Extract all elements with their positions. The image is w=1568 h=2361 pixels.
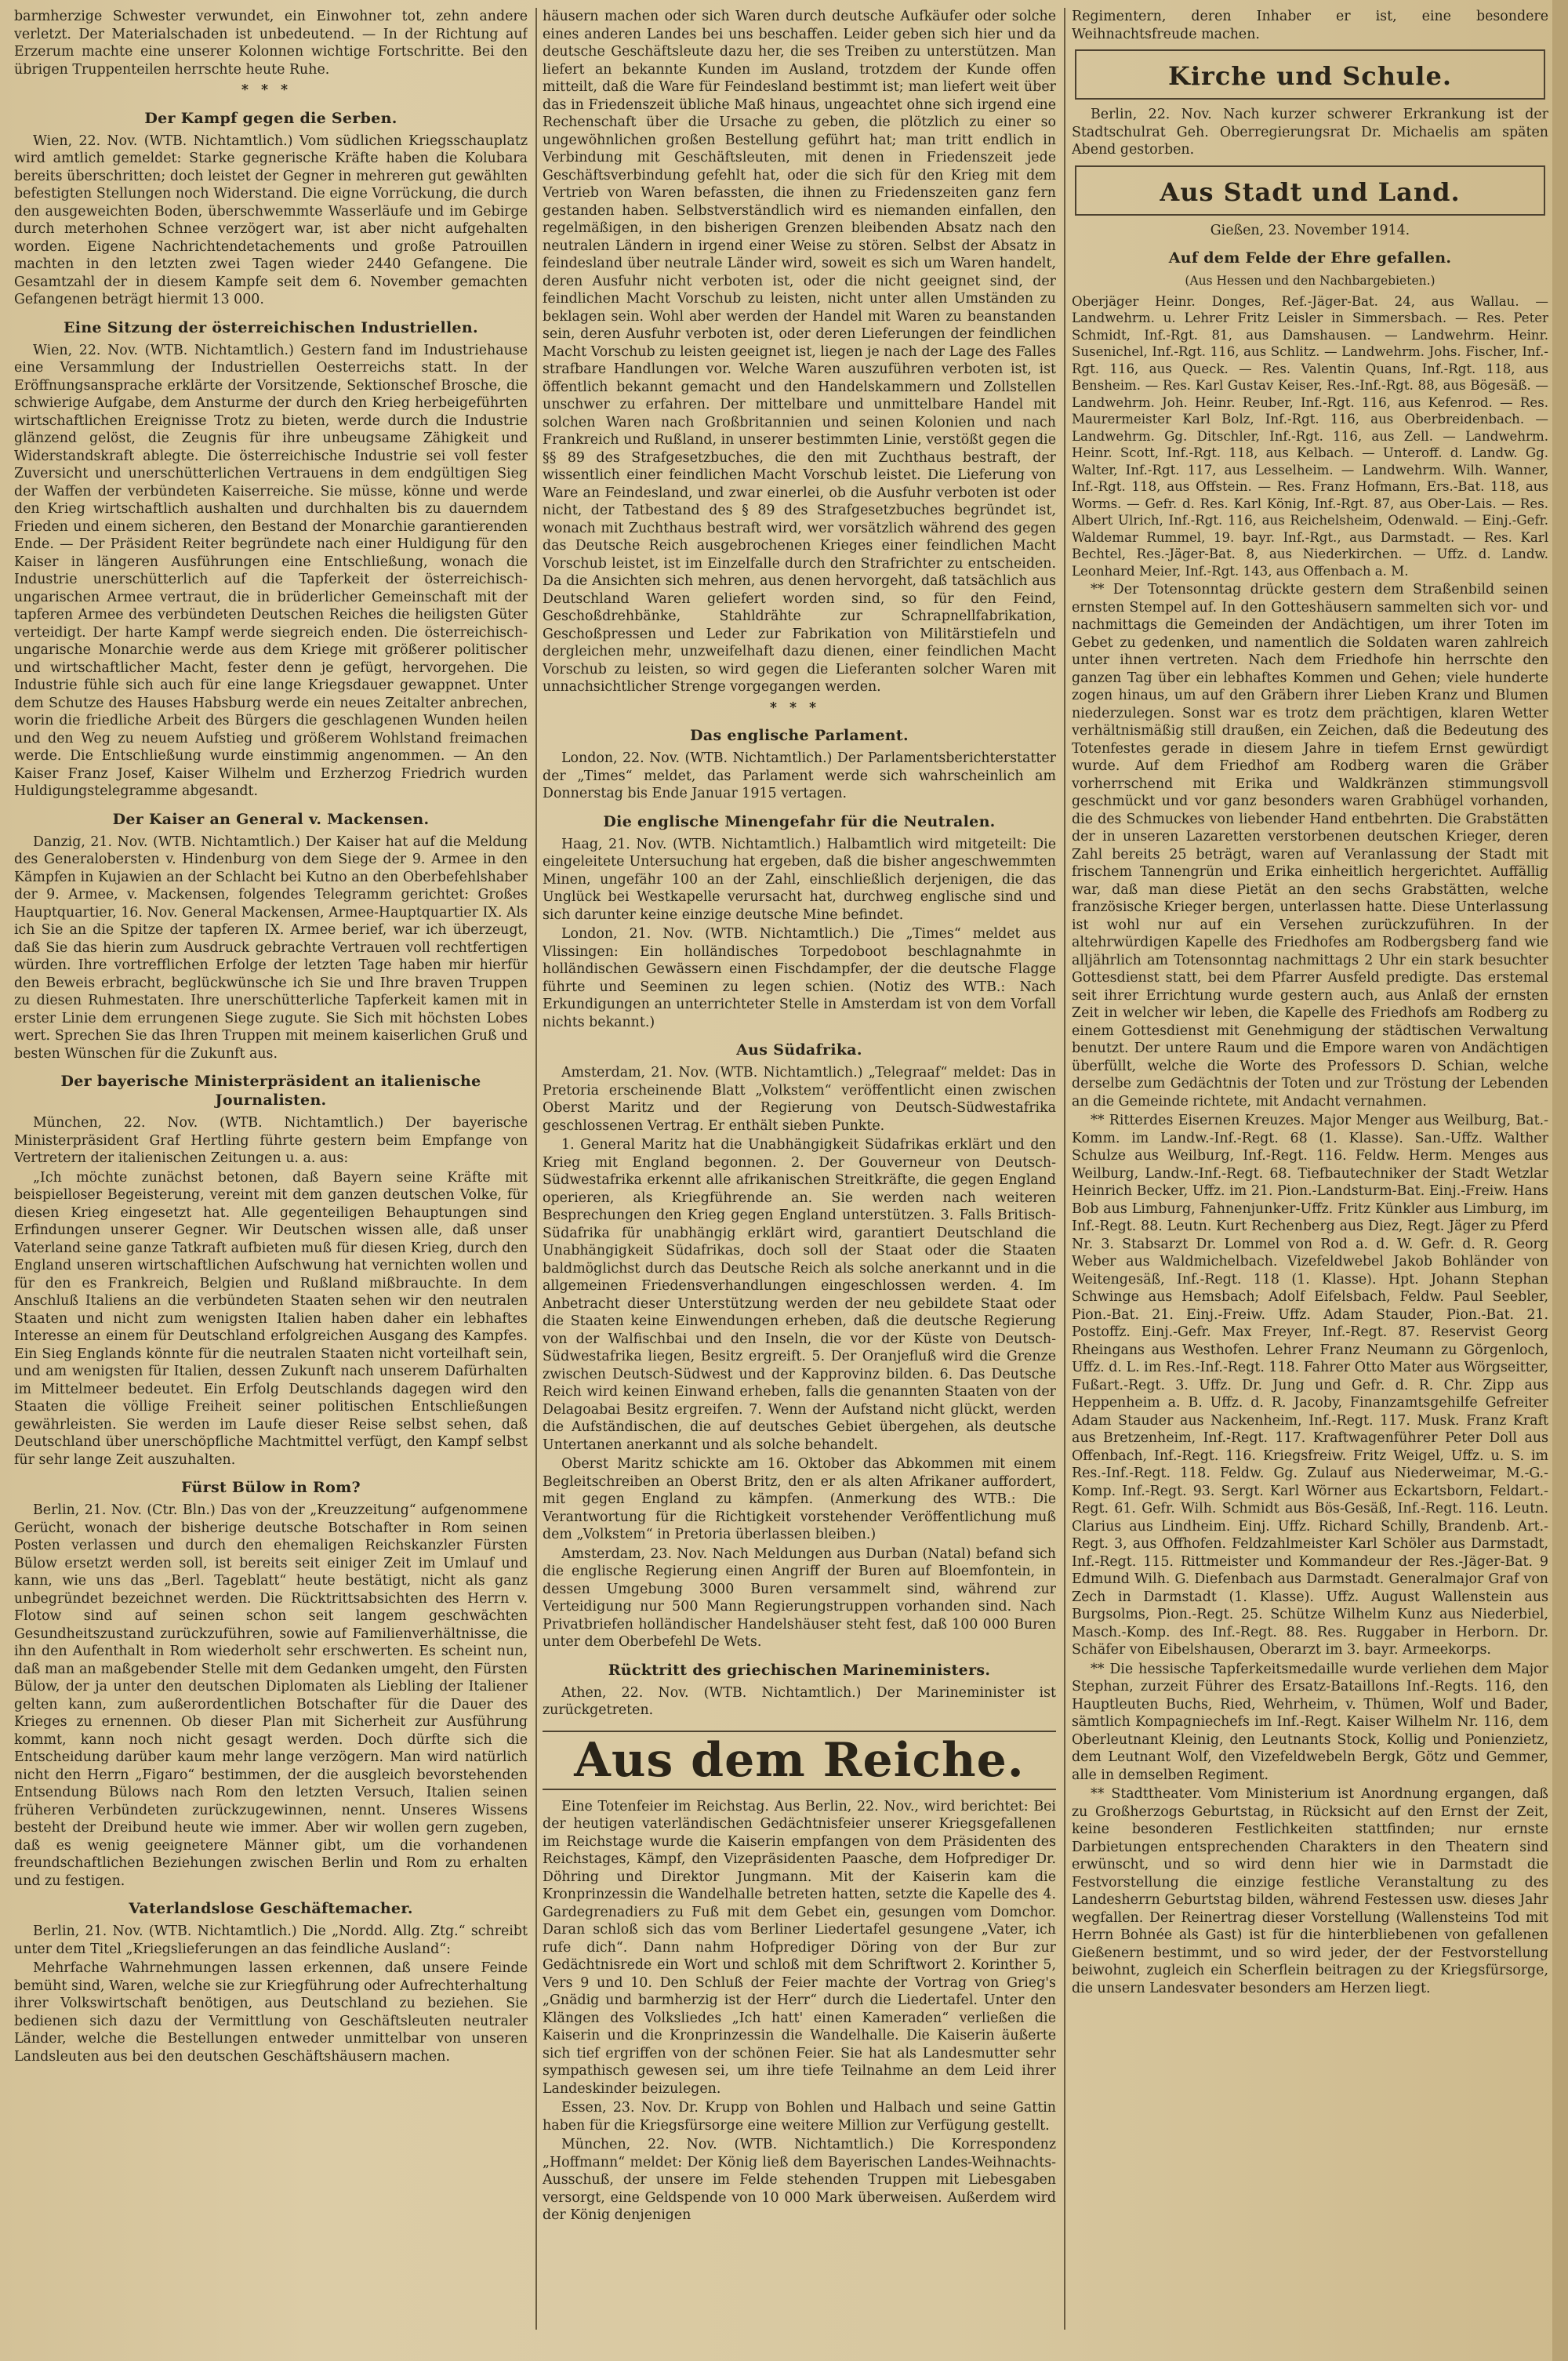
article-paragraph: Wien, 22. Nov. (WTB. Nichtamtlich.) Gestern fand im Industriehause eine Versammlung der Industriellen Oesterreichs statt. In der Eröffnungsansprache erklärte der Vorsitzende, Sektionschef Brosche, die schwierige Aufgabe, dem Ansturme der durch den Krieg herbeigeführten wirtschaftlichen Ereignisse Trotz zu bieten, werde durch die Industrie glänzend gelöst, die Zeugnis für ihre unbeugsame Zähigkeit und Widerstandskraft ablegte. Die österreichische Industrie sei voll fester Zuversicht und unerschütterlichen Vertrauens in dem endgültigen Sieg der Waffen der verbündeten Kaiserreiche. Sie müsse, könne und werde den Krieg wirtschaftlich aushalten und durchhalten bis zu dauerndem Frieden und einem sicheren, den Bestand der Monarchie garantierenden Ende. — Der Präsident Reiter begründete nach einer Huldigung für den Kaiser in längeren Ausführungen eine Entschließung, wonach die Industrie unerschütterlich auf die Tapferkeit der österreichisch-ungarischen Armee vertraut, die in brüderlicher Gemeinschaft mit der tapferen Armee des verbündeten Deutschen Reiches die heiligsten Güter verteidigt. Der harte Kampf werde siegreich enden. Die österreichisch-ungarische Monarchie werde aus dem Kriege mit größerer politischer und wirtschaftlicher Macht, fester denn je gefügt, hervorgehen. Die Industrie fühle sich auch für eine lange Kriegsdauer gewappnet. Unter dem Schutze des Hauses Habsburg werde ein neues Zeitalter anbrechen, worin die friedliche Arbeit des Bürgers die geschlagenen Wunden heilen und den Weg zu neuem Aufstieg und größerem Wohlstand freimachen werde. Die Entschließung wurde einstimmig angenommen. — An den Kaiser Franz Josef, Kaiser Wilhelm und Erzherzog Friedrich wurden Huldigungstelegramme abgesandt. (14, 342, 528, 799)
article-paragraph: 1. General Maritz hat die Unabhängigkeit Südafrikas erklärt und den Krieg mit England begonnen. 2. Der Gouverneur von Deutsch-Südwestafrika erkennt alle afrikanischen Streitkräfte, die gegen England operieren, als Kriegführende an. Sie werden nach weiteren Besprechungen den Krieg gegen England unterstützen. 3. Falls Britisch-Südafrika für unabhängig erklärt wird, garantiert Deutschland die Unabhängigkeit Südafrikas, doch soll der Staat oder die Staaten baldmöglichst durch das Deutsche Reich als solche anerkannt und in die allgemeinen Friedensverhandlungen eingeschlossen werden. 4. Im Anbetracht dieser Unterstützung werden der neu gebildete Staat oder die Staaten keine Einwendungen erheben, daß die deutsche Regierung von der Walfischbai und den Inseln, die vor der Küste von Deutsch-Südwestafrika liegen, Besitz ergreift. 5. Der Oranjefluß wird die Grenze zwischen Deutsch-Südwest und der Kapprovinz bilden. 6. Das Deutsche Reich wird keinen Einwand erheben, falls die genannten Staaten von der Delagoabai Besitz ergreifen. 7. Wenn der Aufstand nicht glückt, werden die Aufständischen, die auf deutsches Gebiet übergehen, als deutsche Untertanen anerkannt und als solche behandelt. (543, 1137, 1056, 1453)
headline-ehre: Auf dem Felde der Ehre gefallen. (1168, 249, 1452, 267)
article-paragraph: Berlin, 22. Nov. Nach kurzer schwerer Erkrankung ist der Stadtschulrat Geh. Oberregierungsrat Dr. Michaelis am späten Abend gestorben. (1072, 107, 1548, 158)
article-paragraph: ** Ritterdes Eisernen Kreuzes. Major Menger aus Weilburg, Bat.-Komm. im Landw.-Inf.-Regt. 68 (1. Klasse). San.-Uffz. Walther Schulze aus Weilburg, Inf.-Regt. 116. Feldw. Herm. Menges aus Weilburg, Landw.-Inf.-Regt. 68. Tiefbautechniker der Stadt Wetzlar Heinrich Becker, Uffz. im 21. Pion.-Landsturm-Bat. Einj.-Freiw. Hans Bob aus Limburg, Fahnenjunker-Uffz. Fritz Künkler aus Limburg, im Inf.-Regt. 88. Leutn. Kurt Rechenberg aus Diez, Regt. Jäger zu Pferd Nr. 3. Stabsarzt Dr. Lommel von Rod a. d. W. Gefr. d. R. Georg Weber aus Waldmichelbach. Vizefeldwebel Jakob Bohländer von Weitengesäß, Inf.-Regt. 118 (1. Klasse). Hpt. Johann Stephan Schwinge aus Hemsbach; Adolf Eifelsbach, Feldw. Paul Seebler, Pion.-Bat. 21. Einj.-Freiw. Uffz. Adam Stauder, Pion.-Bat. 21. Postoffz. Einj.-Gefr. Max Freyer, Inf.-Regt. 87. Reservist Georg Rheingans aus Westhofen. Lehrer Franz Neumann zu Görgenloch, Uffz. d. L. im Res.-Inf.-Regt. 118. Fahrer Otto Mater aus Wörgseitter, Fußart.-Regt. 3. Uffz. Dr. Jung und Gefr. d. R. Chr. Zipp aus Heppenheim a. B. Uffz. d. R. Jacoby, Finanzamtsgehilfe Gefreiter Adam Stauder aus Nackenheim, Inf.-Regt. 117. Musk. Franz Kraft aus Bretzenheim, Inf.-Regt. 117. Kraftwagenführer Peter Doll aus Offenbach, Inf.-Regt. 116. Kriegsfreiw. Fritz Weigel, Uffz. u. S. im Res.-Inf.-Regt. 118. Feldw. Gg. Zulauf aus Niederweimar, M.-G.-Komp. Inf.-Regt. 93. Sergt. Karl Wörner aus Eckartsborn, Feldart.-Regt. 61. Gefr. Wilh. Schmidt aus Bös-Gesäß, Inf.-Regt. 116. Leutn. Clarius aus Lindheim. Einj. Uffz. Richard Schilly, Brandenb. Art.-Regt. 3, aus Offhofen. Feldzahlmeister Karl Schöler aus Darmstadt, Inf.-Regt. 115. Rittmeister und Kommandeur der Res.-Jäger-Bat. 9 Edmund Wilh. G. Diefenbach aus Darmstadt. Generalmajor Graf von Zech in Darmstadt (1. Klasse). Uffz. August Wallenstein aus Burgsolms, Pion.-Regt. 25. Schütze Wilhelm Kunz aus Niederbiel, Masch.-Komp. des Inf.-Regt. 88. Res. Ruggaber in Herborn. Dr. Schäfer von Eibelshausen, Oberarzt im 3. bayr. Armeekorps. (1072, 1113, 1548, 1658)
headline-serben: Der Kampf gegen die Serben. (144, 109, 397, 127)
headline-vaterlandslose: Vaterlandslose Geschäftemacher. (129, 1900, 413, 1917)
article-paragraph: ** Die hessische Tapferkeitsmedaille wurde verliehen dem Major Stephan, zurzeit Führer des Ersatz-Bataillons Inf.-Regts. 116, den Hauptleuten Buchs, Ried, Wehrheim, v. Thümen, Wolf und Bader, sämtlich Kompagniechefs im Inf.-Regt. Kaiser Wilhelm Nr. 116, dem Oberleutnant Kleinig, den Leutnants Stock, Kollig und Ponienzietz, dem Leutnant Wolf, den Vizefeldwebeln Bergk, Götz und Gemmer, alle in demselben Regiment. (1072, 1661, 1548, 1783)
casualty-list (1072, 293, 1548, 580)
column-rule (535, 8, 537, 2330)
article-paragraph: Athen, 22. Nov. (WTB. Nichtamtlich.) Der Marineminister ist zurückgetreten. (543, 1684, 1056, 1718)
article-paragraph: Wien, 22. Nov. (WTB. Nichtamtlich.) Vom südlichen Kriegsschauplatz wird amtlich gemeldet: Starke gegnerische Kräfte haben die Kolubara bereits überschritten; doch leistet der Gegner in mehreren gut gewählten befestigten Stellungen noch Widerstand. Die eigne Vorrückung, die durch den ausgeweichten Boden, überschwemmte Wasserläufe und im Gebirge durch meterhohen Schnee verzögert war, ist aber nicht aufgehalten worden. Eigene Nachrichtendetachements und große Patrouillen machten in den letzten zwei Tagen wieder 2440 Gefangene. Die Gesamtzahl der in diesem Kampfe seit dem 6. November gemachten Gefangenen beträgt hiermit 13 000. (14, 133, 528, 307)
headline-industrie: Eine Sitzung der österreichischen Industriellen. (64, 318, 478, 336)
headline-buelow: Fürst Bülow in Rom? (181, 1479, 361, 1496)
page-edge (1552, 0, 1568, 2361)
section-heading-stadt: Aus Stadt und Land. (1160, 176, 1461, 207)
column-left (14, 8, 528, 2337)
article-paragraph: Berlin, 21. Nov. (Ctr. Bln.) Das von der „Kreuzzeitung“ aufgenommene Gerücht, wonach der bisherige deutsche Botschafter in Rom seinen Posten verlassen und durch den ehemaligen Reichskanzler Fürsten Bülow ersetzt werden soll, ist bereits seit einiger Zeit im Umlauf und kann, wie uns das „Berl. Tageblatt“ heute bestätigt, nicht als ganz unbegründet bezeichnet werden. Die Rücktrittsabsichten des Herrn v. Flotow sind auf seinen schon seit langem geschwächten Gesundheitszustand zurückzuführen, sowie auf Familienverhältnisse, die ihn den Aufenthalt in Rom wiederholt sehr erschwerten. Es scheint nun, daß man an maßgebender Stelle mit dem Gedanken umgeht, den Fürsten Bülow, der ja unter den deutschen Diplomaten als Liebling der Italiener gelten kann, zum außerordentlichen Botschafter für die Dauer des Krieges zu ernennen. Ob dieser Plan mit Sicherheit zur Ausführung kommt, kann noch nicht gesagt werden. Doch dürfte sich die Entscheidung darüber kaum mehr lange verzögern. Man wird natürlich nicht den Herrn „Figaro“ bestimmen, der die ausgleich bevorstehenden Entsendung Bülows nach Rom den letzten Versuch, Italien seinen früheren Verbündeten zurückzugewinnen, nennt. Unseres Wissens besteht der Dreibund heute wie immer. Aber wir wollen gern zugeben, daß es wenig geeignetere Männer gibt, um die vorhandenen freundschaftlichen Beziehungen zwischen Berlin und Rom zu erhalten und zu festigen. (14, 1502, 528, 1889)
column-middle (543, 8, 1056, 2337)
headline-bayern: Der bayerische Ministerpräsident an italienische Journalisten. (60, 1073, 481, 1109)
article-paragraph: Essen, 23. Nov. Dr. Krupp von Bohlen und Halbach und seine Gattin haben für die Kriegsfürsorge eine weitere Million zur Verfügung gestellt. (543, 2100, 1056, 2134)
dateline: Gießen, 23. November 1914. (1210, 222, 1410, 238)
article-paragraph: „Ich möchte zunächst betonen, daß Bayern seine Kräfte mit beispielloser Begeisterung, vereint mit dem ganzen deutschen Volke, für diesen Krieg eingesetzt hat. Alle gegenteiligen Behauptungen sind Erfindungen unserer Gegner. Wir Deutschen wissen alle, daß unser Vaterland seine ganze Tatkraft aufbieten muß für diesen Krieg, durch den England unseren wirtschaftlichen Aufschwung hat vernichten wollen und für den es Frankreich, Belgien und Rußland mißbrauchte. In dem Anschluß Italiens an die verbündeten Staaten sehen wir den neutralen Staaten und nicht zum wenigsten Italien haben daher ein lebhaftes Interesse an einem für Deutschland erfolgreichen Ausgang des Kampfes. Ein Sieg Englands könnte für die neutralen Staaten nicht vorteilhaft sein, und am wenigsten für Italien, dessen Zukunft nach unserem Dafürhalten im Mittelmeer bedeutet. Ein Erfolg Deutschlands dagegen wird den Staaten die völlige Freiheit seiner politischen Entschließungen gewährleisten. Sie werden im Laufe dieser Reise selbst sehen, daß Deutschland über unerschöpfliche Machtmittel verfügt, den Kampf selbst für sehr lange Zeit auszuhalten. (14, 1169, 528, 1468)
article-paragraph: London, 21. Nov. (WTB. Nichtamtlich.) Die „Times“ meldet aus Vlissingen: Ein holländisches Torpedoboot beschlagnahmte in holländischen Gewässern einen Fischdampfer, der die deutsche Flagge führte und Seeminen zu legen schien. (Notiz des WTB.: Nach Erkundigungen an unterrichteter Stelle in Amsterdam ist von dem Vorfall nichts bekannt.) (543, 926, 1056, 1030)
separator-stars: *** (769, 699, 829, 716)
headline-marine: Rücktritt des griechischen Marineministers. (608, 1661, 991, 1679)
article-paragraph: München, 22. Nov. (WTB. Nichtamtlich.) Der bayerische Ministerpräsident Graf Hertling führte gestern beim Empfange von Vertretern der italienischen Zeitungen u. a. aus: (14, 1115, 528, 1166)
article-paragraph: Regimentern, deren Inhaber er ist, eine besondere Weihnachtsfreude machen. (1072, 9, 1548, 42)
separator-stars: *** (241, 82, 301, 98)
article-paragraph: London, 22. Nov. (WTB. Nichtamtlich.) Der Parlamentsberichterstatter der „Times“ meldet, das Parlament werde sich wahrscheinlich am Donnerstag bis Ende Januar 1915 vertagen. (543, 750, 1056, 801)
article-paragraph: Haag, 21. Nov. (WTB. Nichtamtlich.) Halbamtlich wird mitgeteilt: Die eingeleitete Untersuchung hat ergeben, daß die bisher angeschwemmten Minen, ungefähr 100 an der Zahl, einschließlich derjenigen, die das Unglück bei Westkapelle verursacht hat, durchweg englische sind und sich darunter keine einzige deutsche Mine befindet. (543, 836, 1056, 923)
article-paragraph: München, 22. Nov. (WTB. Nichtamtlich.) Die Korrespondenz „Hoffmann“ meldet: Der König ließ dem Bayerischen Landes-Weihnachts-Ausschuß, der unsere im Felde stehenden Truppen mit Liebesgaben versorgt, eine Geldspende von 10 000 Mark überweisen. Außerdem wird der König denjenigen (543, 2137, 1056, 2223)
section-heading-kirche: Kirche und Schule. (1168, 61, 1452, 91)
article-paragraph: Oberst Maritz schickte am 16. Oktober das Abkommen mit einem Begleitschreiben an Oberst Britz, den er als alten Afrikaner auffordert, mit gegen England zu kämpfen. (Anmerkung des WTB.: Die Verantwortung für die Richtigkeit vorstehender Veröffentlichung muß dem „Volkstem“ in Pretoria überlassen bleiben.) (543, 1456, 1056, 1542)
article-paragraph: barmherzige Schwester verwundet, ein Einwohner tot, zehn andere verletzt. Der Materialschaden ist unbedeutend. — In der Richtung auf Erzerum machte eine unserer Kolonnen wichtige Fortschritte. Bei den übrigen Truppenteilen herrschte heute Ruhe. (14, 9, 528, 78)
section-box-kirche (1075, 49, 1545, 100)
headline-mackensen: Der Kaiser an General v. Mackensen. (112, 810, 430, 828)
article-paragraph: ** Stadttheater. Vom Ministerium ist Anordnung ergangen, daß zu Großherzogs Geburtstag, in Rücksicht auf den Ernst der Zeit, keine besonderen Festlichkeiten stattfinden; nur ernste Darbietungen entsprechenden Charakters in den Theatern sind erwünscht, und so wird denn hier wie in Darmstadt die Festvorstellung die einzige festliche Veranstaltung zu des Landesherrn Geburtstag bilden, während Festessen usw. dieses Jahr wegfallen. Der Reinertrag dieser Vorstellung (Wallensteins Tod mit Herrn Bohnée als Gast) ist für die hinterbliebenen von gefallenen Gießenern bestimmt, und so wird jeder, der der Festvorstellung beiwohnt, zugleich ein Scherflein beitragen zu der Kriegsfürsorge, die unsern Landesvater besonders am Herzen liegt. (1072, 1786, 1548, 1996)
column-right (1072, 8, 1548, 2337)
casualty-paragraph: Oberjäger Heinr. Donges, Ref.-Jäger-Bat. 24, aus Wallau. — Landwehrm. u. Lehrer Fritz Leisler in Simmersbach. — Res. Peter Schmidt, Inf.-Rgt. 81, aus Damshausen. — Landwehrm. Heinr. Susenichel, Inf.-Rgt. 116, aus Schlitz. — Landwehrm. Johs. Fischer, Inf.-Rgt. 116, aus Queck. — Res. Valentin Quans, Inf.-Rgt. 118, aus Bensheim. — Res. Karl Gustav Keiser, Res.-Inf.-Rgt. 88, aus Bögesäß. — Landwehrm. Joh. Heinr. Reuber, Inf.-Rgt. 116, aus Kefenrod. — Res. Maurermeister Karl Bolz, Inf.-Rgt. 116, aus Oberbreidenbach. — Landwehrm. Gg. Ditschler, Inf.-Rgt. 116, aus Zell. — Landwehrm. Heinr. Scott, Inf.-Rgt. 118, aus Kelbach. — Unteroff. d. Landw. Gg. Walter, Inf.-Rgt. 117, aus Lesselheim. — Landwehrm. Wilh. Wanner, Inf.-Rgt. 118, aus Offstein. — Res. Franz Hofmann, Ers.-Bat. 118, aus Worms. — Gefr. d. Res. Karl König, Inf.-Rgt. 87, aus Ober-Lais. — Res. Albert Ulrich, Inf.-Rgt. 116, aus Reichelsheim, Odenwald. — Einj.-Gefr. Waldemar Rummel, 19. bayr. Inf.-Rgt., aus Darmstadt. — Res. Karl Bechtel, Res.-Jäger-Bat. 8, aus Niederkirchen. — Uffz. d. Landw. Leonhard Meier, Inf.-Rgt. 143, aus Offenbach a. M. (1072, 293, 1548, 579)
section-box-stadt (1075, 165, 1545, 216)
article-paragraph: Amsterdam, 21. Nov. (WTB. Nichtamtlich.) „Telegraaf“ meldet: Das in Pretoria erscheinende Blatt „Volkstem“ veröffentlicht einen zwischen Oberst Maritz und der Regierung von Deutsch-Südwestafrika geschlossenen Vertrag. Er enthält sieben Punkte. (543, 1065, 1056, 1134)
column-rule (1064, 8, 1065, 2330)
article-paragraph: häusern machen oder sich Waren durch deutsche Aufkäufer oder solche eines anderen Landes bei uns beschaffen. Leider geben sich hier und da deutsche Geschäftsleute dazu her, die ses Treiben zu unterstützen. Man liefert an bekannte Kunden im Ausland, trotzdem der Kunde offen mitteilt, daß die Ware für Feindesland bestimmt ist; man liefert weit über das in Friedenszeit übliche Maß hinaus, ungeachtet ohne sich irgend eine Rechenschaft über die Ursache zu geben, die plötzlich zu einer so ungewöhnlichen großen Bestellung geführt hat; man tritt endlich in Verbindung mit Geschäftsleuten, mit denen in Friedenszeit jede Geschäftsverbindung gefehlt hat, oder die sich für den Krieg mit dem Vertrieb von Waren befassten, die ihnen zu Friedenszeiten ganz fern gestanden haben. Selbstverständlich wird es niemanden einfallen, den regelmäßigen, in den bisherigen Grenzen bleibenden Absatz nach den neutralen Ländern in irgend einer Weise zu stören. Selbst der Absatz in feindesland über neutrale Länder wird, soweit es sich um Waren handelt, deren Ausfuhr nicht verboten ist, oder die nicht geeignet sind, der feindlichen Macht Vorschub zu leisten, nicht unter allen Umständen zu beklagen sein. Wohl aber werden der Handel mit Waren zu beanstanden sein, deren Ausfuhr verboten ist, oder deren Lieferungen der feindlichen Macht Vorschub zu leisten geeignet ist, liegen je nach der Lage des Falles strafbare Handlungen vor. Welche Waren auszuführen verboten ist, ist öffentlich bekannt gemacht und den Handelskammern und Zollstellen unschwer zu erfahren. Der mittelbare und unmittelbare Handel mit solchen Waren nach Großbritannien und seinen Kolonien und nach Frankreich und Rußland, in unserer bestimmten Linie, verstößt gegen die §§ 89 des Strafgesetzbuches, die den mit Zuchthaus bestraft, der wissentlich einer feindlichen Macht Vorschub leistet. Die Lieferung von Ware an Feindesland, und zwar einerlei, ob die Ausfuhr verboten ist oder nicht, der Tatbestand des § 89 des Strafgesetzbuches begründet ist, wonach mit Zuchthaus bestraft wird, wer vorsätzlich während des gegen das Deutsche Reich ausgebrochenen Krieges einer feindlichen Macht Vorschub leistet, ist im Einzelfalle durch den Strafrichter zu entscheiden. Da die Ansichten sich mehren, aus denen hervorgeht, daß tatsächlich aus Deutschland Waren geliefert worden sind, so für den Feind, Geschoßdrehbänke, Stahldrähte zur Schrapnellfabrikation, Geschoßpressen und Leder zur Fabrikation von Militärstiefeln und dergleichen mehr, unzweifelhaft dazu dienen, einer feindlichen Macht Vorschub zu leisten, so wird gegen die Lieferanten solcher Waren mit unnachsichtlicher Strenge vorgegangen werden. (543, 9, 1056, 695)
article-paragraph: Eine Totenfeier im Reichstag. Aus Berlin, 22. Nov., wird berichtet: Bei der heutigen vaterländischen Gedächtnisfeier unserer Kriegsgefallenen im Reichstage wurde die Kaiserin empfangen von dem Präsidenten des Reichstages, Kämpf, den Vizepräsidenten Paasche, dem Hofprediger Dr. Döhring und Direktor Jungmann. Mit der Kaiserin kam die Kronprinzessin die Wandelhalle betreten hatten, setzte die Kapelle des 4. Gardegrenadiers zu Fuß mit dem Gebet ein, gesungen vom Domchor. Daran schloß sich das vom Berliner Liedertafel gesungene „Vater, ich rufe dich“. Dann nahm Hofprediger Döring von der Bur zur Gedächtnisrede ein Wort und schloß mit dem Schriftwort 2. Korinther 5, Vers 9 und 10. Den Schluß der Feier machte der Vortrag von Grieg's „Gnädig und barmherzig ist der Herr“ durch die Liedertafel. Unter den Klängen des Volksliedes „Ich hatt' einen Kameraden“ verließen die Kaiserin und die Kronprinzessin die Wandelhalle. Die Kaiserin äußerte sich tief ergriffen von der schönen Feier. Sie hat als Landesmutter sehr sympathisch gewesen sei, um ihre tiefe Teilnahme an dem Leid ihrer Landeskinder beizulegen. (543, 1798, 1056, 2097)
headline-subtitle: (Aus Hessen und den Nachbargebieten.) (1185, 274, 1436, 288)
article-paragraph: ** Der Totensonntag drückte gestern dem Straßenbild seinen ernsten Stempel auf. In den Gotteshäusern sammelten sich vor- und nachmittags die Gemeinden der Andächtigen, um ihrer Toten im Gebet zu gedenken, und namentlich die Soldaten waren zahlreich unter ihnen vertreten. Nach dem Friedhofe hin herrschte den ganzen Tag über ein lebhaftes Kommen und Gehen; viele hunderte zogen hinaus, um auf den Gräbern ihrer Lieben Kranz und Blumen niederzulegen. Sonst war es trotz dem prächtigen, klaren Wetter verhältnismäßig still draußen, ein Zeichen, daß die Bedeutung des Totenfestes gerade in diesem Jahre in tiefem Ernst gewürdigt wurde. Auf dem Friedhof am Rodberg waren die Gräber vorherrschend mit Erika und Waldkränzen stimmungsvoll geschmückt und vor ganz besonders waren Grabhügel vorhanden, die des Schmuckes von liebender Hand entbehrten. Die Grabstätten der in unseren Lazaretten verstorbenen deutschen Krieger, deren Zahl bereits 25 beträgt, waren auf Veranlassung der Stadt mit frischem Tannengrün und Erika einheitlich hergerichtet. Auffällig war, daß man diese Pietät an den sechs Grabstätten, welche französische Krieger bergen, unterlassen hatte. Diese Unterlassung ist wohl nur auf ein Versehen zurückzuführen. In der altehrwürdigen Kapelle des Friedhofes am Rodbergsberg fand wie alljährlich am Totensonntag nachmittags 2 Uhr ein stark besuchter Gottesdienst statt, bei dem Pfarrer Ausfeld predigte. Das erstemal seit ihrer Errichtung wurde gestern auch, aus Anlaß der ernsten Zeit in welcher wir leben, die Kapelle des Friedhofs am Rodberg zu einem Gottesdienst mit Genehmigung der städtischen Verwaltung benutzt. Der untere Raum und die Empore waren von Andächtigen überfüllt, welche die Worte des Professors D. Schian, welche derselbe zum Gedächtnis der Toten und zur Tröstung der Lebenden an die Gemeinde richtete, mit Andacht vernahmen. (1072, 582, 1548, 1110)
section-banner-reich: Aus dem Reiche. (543, 1731, 1056, 1790)
article-paragraph: Berlin, 21. Nov. (WTB. Nichtamtlich.) Die „Nordd. Allg. Ztg.“ schreibt unter dem Titel „Kriegslieferungen an das feindliche Ausland“: (14, 1923, 528, 1957)
headline-parlament: Das englische Parlament. (690, 727, 909, 744)
article-paragraph: Mehrfache Wahrnehmungen lassen erkennen, daß unsere Feinde bemüht sind, Waren, welche sie zur Kriegführung oder Aufrechterhaltung ihrer Volkswirtschaft benötigen, aus Deutschland zu beziehen. Sie bedienen sich dazu der Vermittlung von Geschäftsleuten neutraler Länder, welche die Bestellungen entweder unmittelbar von unseren Landsleuten aus bei den deutschen Geschäftshäusern machen. (14, 1960, 528, 2065)
article-paragraph: Danzig, 21. Nov. (WTB. Nichtamtlich.) Der Kaiser hat auf die Meldung des Generalobersten v. Hindenburg von dem Siege der 9. Armee in den Kämpfen in Kujawien an der Schlacht bei Kutno an den Oberbefehlshaber der 9. Armee, v. Mackensen, folgendes Telegramm gerichtet: Großes Hauptquartier, 16. Nov. General Mackensen, Armee-Hauptquartier IX. Als ich Sie an die Spitze der tapferen IX. Armee berief, war ich überzeugt, daß Sie das hierin zum Ausdruck gebrachte Vertrauen voll rechtfertigen würden. Ihre vortrefflichen Erfolge der letzten Tage haben mir hierfür den Beweis erbracht, beglückwünsche ich Sie und Ihre braven Truppen zu diesen Ruhmestaten. Ihre unerschütterliche Tapferkeit kamen mit in erster Linie dem errungenen Siege zugute. Sie Sich mit höchsten Lobes wert. Sprechen Sie das Ihren Truppen mit meinem kaiserlichen Gruß und besten Wünschen für die Zukunft aus. (14, 834, 528, 1062)
headline-suedafrika: Aus Südafrika. (736, 1041, 862, 1059)
headline-minengefahr: Die englische Minengefahr für die Neutralen. (603, 812, 996, 830)
article-paragraph: Amsterdam, 23. Nov. Nach Meldungen aus Durban (Natal) befand sich die englische Regierung einen Angriff der Buren auf Bloemfontein, in dessen Umgebung 3000 Buren versammelt sind, während zur Verteidigung nur 500 Mann Regierungstruppen vorhanden sind. Nach Privatbriefen holländischer Handelshäuser steht fest, daß 100 000 Buren unter dem Oberbefehl De Wets. (543, 1546, 1056, 1650)
